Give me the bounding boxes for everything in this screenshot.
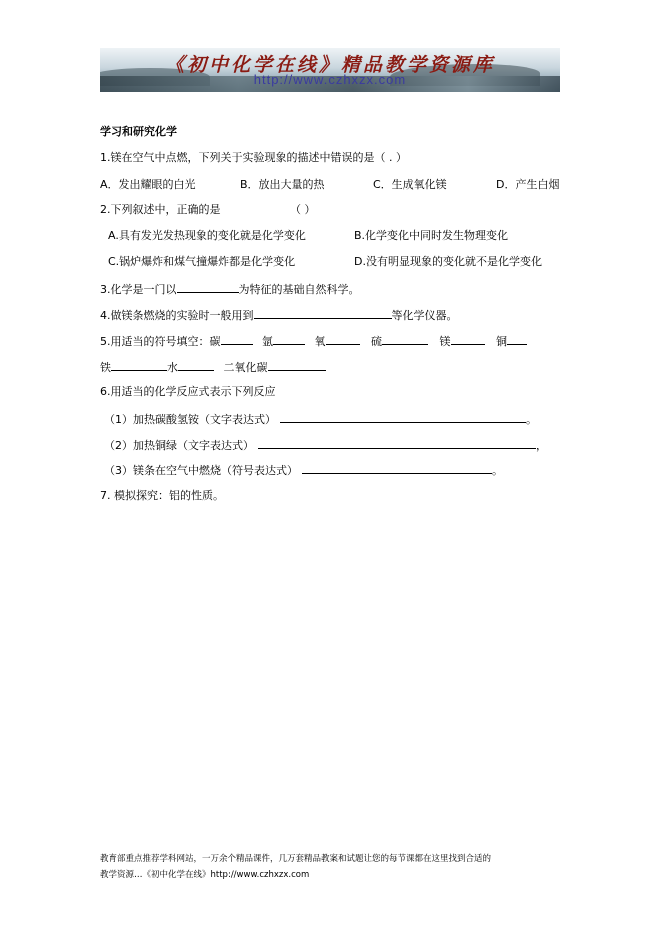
q5-row2 [100,359,326,375]
q7: 7. 模拟探究：铝的性质。 [100,489,224,502]
q5-blank-water[interactable] [178,359,214,371]
q4 [100,307,458,323]
q6-sub1-end: 。 [526,413,537,426]
doc-title: 学习和研究化学 [100,125,177,138]
q3-blank[interactable] [177,281,239,293]
q5-blank-sulfur[interactable] [382,333,428,345]
q4-blank[interactable] [254,307,392,319]
q3 [100,281,360,297]
q5-co2-label: 二氧化碳 [223,361,268,374]
q6-sub2-label: （2）加热铜绿（文字表达式） [104,439,254,452]
footer-line2: 教学资源…《初中化学在线》http://www.czhxzx.com [100,870,310,880]
q2-stem: 2.下列叙述中，正确的是 [100,203,221,216]
q6-sub2-blank[interactable] [258,437,536,449]
q6-sub1 [104,411,537,427]
q4-pre: 4.做镁条燃烧的实验时一般用到 [100,309,254,322]
q5-sulfur-label: 硫 [371,335,382,348]
q1-stem: 1.镁在空气中点燃，下列关于实验现象的描述中错误的是（ . ） [100,151,407,164]
banner-url[interactable]: http://www.czhxzx.com [253,72,407,87]
q6-sub3-label: （3）镁条在空气中燃烧（符号表达式） [104,464,298,477]
q2-options-row2 [108,255,542,269]
q5-magnesium-label: 镁 [439,335,451,348]
q3-pre: 3.化学是一门以 [100,283,177,296]
banner-title: 《初中化学在线》精品教学资源库 [164,54,495,76]
q6-sub3-end: 。 [492,464,503,477]
q5-oxygen-label: 氧 [314,335,326,348]
q1-option-b: B．放出大量的热 [240,178,325,191]
q2-option-d: D.没有明显现象的变化就不是化学变化 [354,255,542,268]
header-banner [100,48,560,92]
q3-post: 为特征的基础自然科学。 [238,283,360,296]
q2-option-a: A.具有发光发热现象的变化就是化学变化 [108,229,306,242]
q2-option-b: B.化学变化中同时发生物理变化 [354,229,509,242]
q5-water-label: 水 [167,361,178,374]
q1-option-a: A．发出耀眼的白光 [100,178,196,191]
q1-option-d: D．产生白烟 [496,178,560,191]
q2-options-row1 [108,229,509,243]
footer-line1: 教育部重点推荐学科网站，一万余个精品课件，几万套精品教案和试题让您的每节课都在这里找到合适的 [100,854,492,864]
q6-stem: 6.用适当的化学反应式表示下列反应 [100,385,276,398]
q1-option-c: C．生成氧化镁 [373,178,447,191]
q5-copper-label: 铜 [496,335,507,348]
q6-sub2-end: ， [536,439,547,452]
q6-sub2 [104,437,547,453]
q5-intro: 5.用适当的符号填空：碳 [100,335,221,348]
q5-row1 [100,333,527,349]
q6-sub3-blank[interactable] [302,462,492,474]
q5-iron-label: 铁 [100,361,111,374]
q2-option-c: C.锅炉爆炸和煤气撞爆炸都是化学变化 [108,255,296,268]
q5-blank-copper[interactable] [507,333,527,345]
q4-post: 等化学仪器。 [391,309,458,322]
q5-blank-oxygen[interactable] [326,333,360,345]
q5-blank-argon[interactable] [273,333,305,345]
q5-argon-label: 氩 [262,335,273,348]
q5-blank-co2[interactable] [268,359,326,371]
q5-blank-magnesium[interactable] [451,333,485,345]
q1-options [100,178,560,192]
q2-stem-row [100,203,316,217]
q5-blank-iron[interactable] [111,359,167,371]
q5-blank-carbon[interactable] [221,333,253,345]
q6-sub3 [104,462,503,478]
q2-answer-paren: （ ） [290,203,316,216]
q6-sub1-blank[interactable] [280,411,526,423]
q6-sub1-label: （1）加热碳酸氢铵（文字表达式） [104,413,276,426]
